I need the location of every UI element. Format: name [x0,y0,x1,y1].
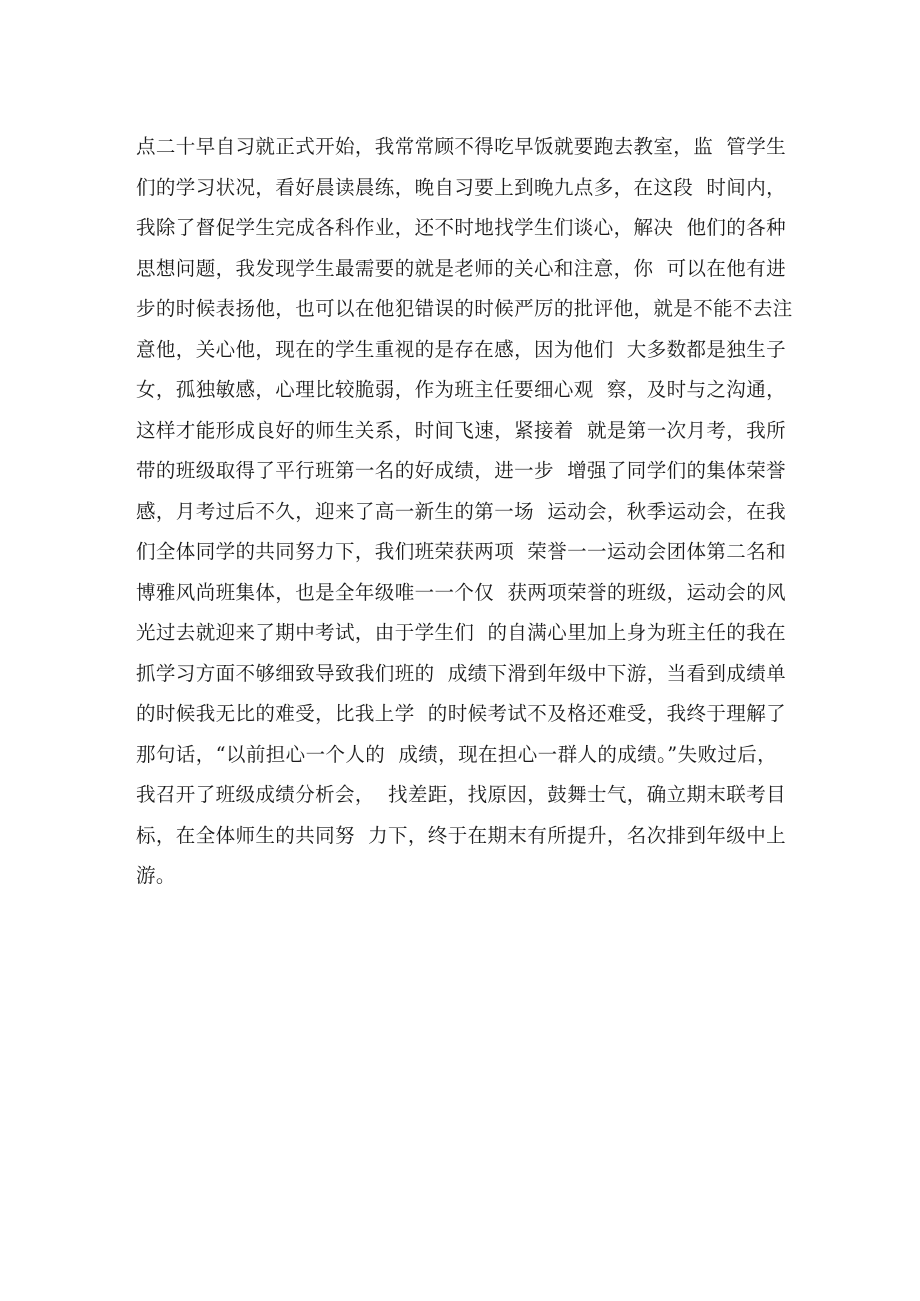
text-line: 抓学习方面不够细致导致我们班的 成绩下滑到年级中下游，当看到成绩单 [136,661,786,685]
body-paragraph [136,127,816,897]
text-line: 那句话，“以前担心一个人的 成绩，现在担心一群人的成绩。”失败过后， [136,742,778,766]
text-line: 步的时候表扬他，也可以在他犯错误的时候严厉的批评他，就是不能不去注 [136,297,793,320]
text-line: 我召开了班级成绩分析会， 找差距，找原因，鼓舞士气，确立期末联考目 [136,783,786,806]
text-line: 游。 [136,864,176,887]
text-line: 们全体同学的共同努力下，我们班荣获两项 荣誉一一运动会团体第二名和 [136,540,786,563]
text-line: 女，孤独敏感，心理比较脆弱，作为班主任要细心观 察，及时与之沟通， [136,378,786,401]
text-line: 标，在全体师生的共同努 力下，终于在期末有所提升，名次排到年级中上 [136,823,786,847]
text-line: 博雅风尚班集体，也是全年级唯一一个仅 获两项荣誉的班级，运动会的风 [136,580,786,604]
text-line: 的时候我无比的难受，比我上学 的时候考试不及格还难受，我终于理解了 [136,702,786,725]
text-line: 们的学习状况，看好晨读晨练，晚自习要上到晚九点多，在这段 时间内， [136,175,786,199]
text-line: 感，月考过后不久，迎来了高一新生的第一场 运动会，秋季运动会，在我 [136,499,786,523]
text-line: 点二十早自习就正式开始，我常常顾不得吃早饭就要跑去教室，监 管学生 [136,135,786,158]
text-line: 光过去就迎来了期中考试，由于学生们 的自满心里加上身为班主任的我在 [136,621,786,644]
text-line: 意他，关心他，现在的学生重视的是存在感，因为他们 大多数都是独生子 [136,337,786,361]
text-line: 带的班级取得了平行班第一名的好成绩，进一步 增强了同学们的集体荣誉 [136,459,786,482]
text-line: 这样才能形成良好的师生关系，时间飞速，紧接着 就是第一次月考，我所 [136,418,786,442]
text-line: 思想问题，我发现学生最需要的就是老师的关心和注意，你 可以在他有进 [136,256,786,280]
text-line: 我除了督促学生完成各科作业，还不时地找学生们谈心，解决 他们的各种 [136,216,786,239]
